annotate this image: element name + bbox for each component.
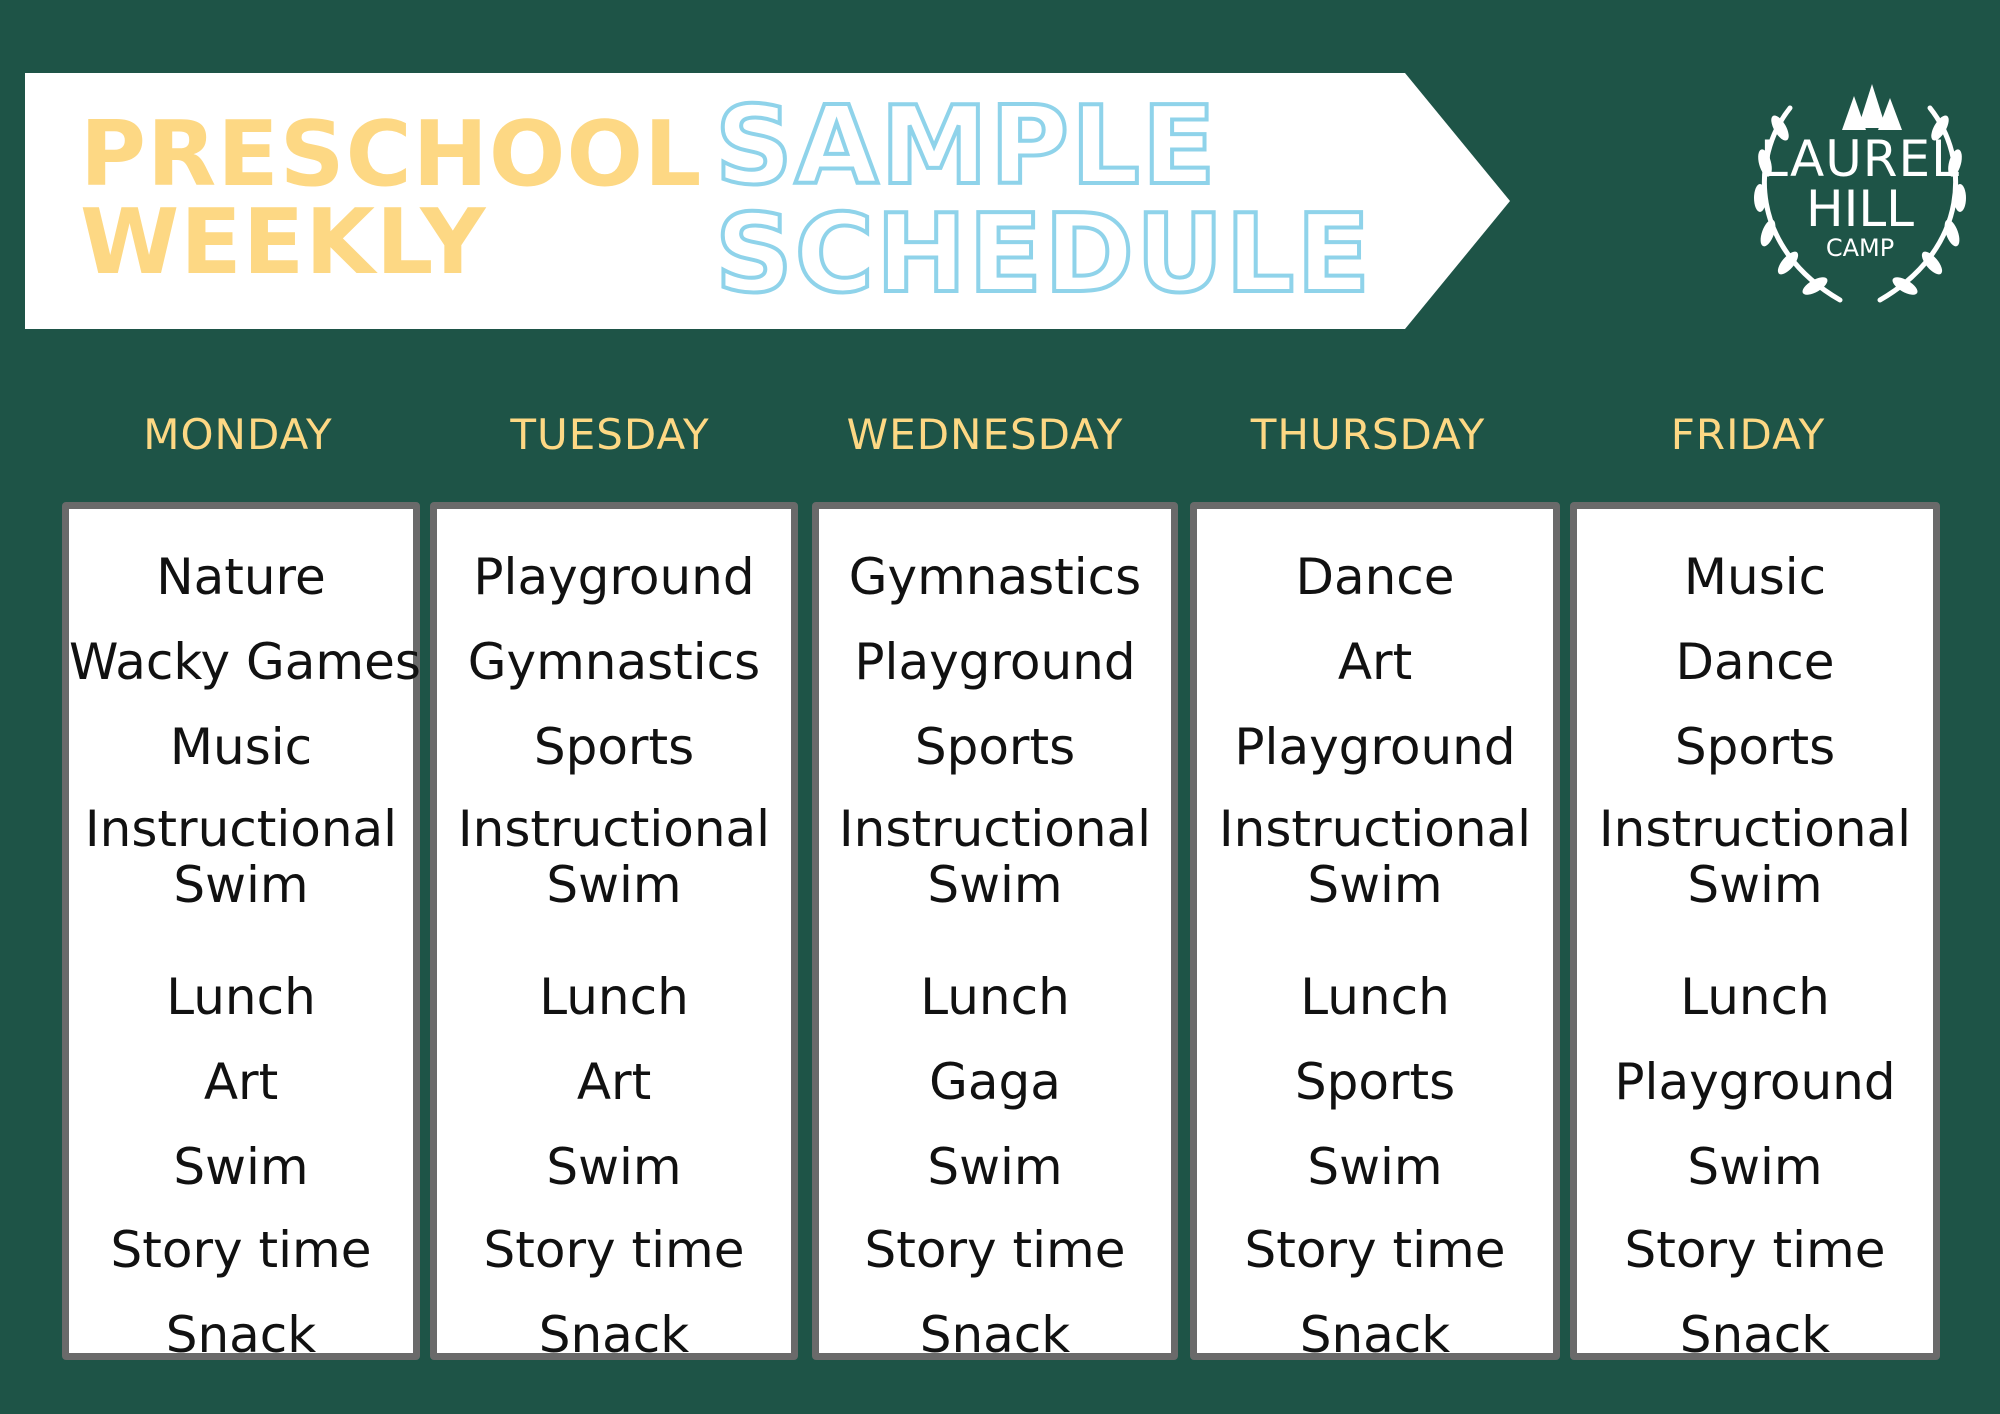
schedule-item: Art: [576, 1053, 652, 1111]
schedule-item: Gaga: [929, 1053, 1061, 1111]
schedule-item: Lunch: [1300, 968, 1450, 1026]
schedule-item: Instructional Swim: [457, 800, 771, 914]
logo-text-camp: CAMP: [1825, 234, 1895, 262]
schedule-item: Snack: [538, 1306, 690, 1364]
schedule-item: Story time: [483, 1221, 745, 1279]
day-header-friday: FRIDAY: [1670, 410, 1826, 459]
schedule-item: Music: [169, 718, 313, 776]
schedule-item: Lunch: [539, 968, 689, 1026]
schedule-item: Sports: [914, 718, 1076, 776]
schedule-column-friday: [1570, 502, 1940, 1364]
schedule-item: Instructional Swim: [1218, 800, 1532, 914]
schedule-item: Nature: [156, 548, 326, 606]
schedule-item: Swim: [1307, 1138, 1443, 1196]
schedule-item: Instructional Swim: [1598, 800, 1912, 914]
schedule-item: Gymnastics: [848, 548, 1142, 606]
schedule-item: Snack: [165, 1306, 317, 1364]
title-left-line-2: WEEKLY: [80, 190, 487, 295]
schedule-item: Snack: [1679, 1306, 1831, 1364]
schedule-item: Playground: [473, 548, 755, 606]
schedule-item: Story time: [1244, 1221, 1506, 1279]
title-right-line-1: SAMPLE: [715, 84, 1218, 209]
schedule-item: Story time: [864, 1221, 1126, 1279]
schedule-item: Story time: [110, 1221, 372, 1279]
title-sample-schedule: [715, 84, 1415, 317]
schedule-item: Sports: [1294, 1053, 1456, 1111]
schedule-item: Swim: [173, 1138, 309, 1196]
schedule-item: Lunch: [1680, 968, 1830, 1026]
schedule-item: Music: [1683, 548, 1827, 606]
schedule-item: Snack: [1299, 1306, 1451, 1364]
laurel-hill-camp-logo: [1730, 78, 1990, 318]
schedule-column-monday: [62, 502, 421, 1364]
schedule-column-thursday: [1190, 502, 1560, 1364]
schedule-item: Playground: [854, 633, 1136, 691]
schedule-item: Dance: [1675, 633, 1835, 691]
title-right-line-2: SCHEDULE: [715, 192, 1373, 317]
day-header-wednesday: WEDNESDAY: [846, 410, 1124, 459]
schedule-item: Story time: [1624, 1221, 1886, 1279]
schedule-column-tuesday: [430, 502, 798, 1364]
schedule-item: Sports: [533, 718, 695, 776]
schedule-item: Art: [1337, 633, 1413, 691]
title-banner: [25, 73, 1510, 329]
logo-text-laurel: LAUREL: [1760, 130, 1960, 188]
schedule-item: Playground: [1614, 1053, 1896, 1111]
schedule-item: Swim: [546, 1138, 682, 1196]
day-header-thursday: THURSDAY: [1250, 410, 1486, 459]
title-preschool-weekly: [80, 102, 703, 295]
schedule-item: Wacky Games: [69, 633, 421, 691]
schedule-item: Instructional Swim: [838, 800, 1152, 914]
schedule-column-wednesday: [812, 502, 1178, 1364]
schedule-item: Swim: [1687, 1138, 1823, 1196]
schedule-item: Sports: [1674, 718, 1836, 776]
logo-text-hill: HILL: [1805, 180, 1915, 238]
schedule-item: Snack: [919, 1306, 1071, 1364]
day-header-monday: MONDAY: [143, 410, 333, 459]
schedule-item: Swim: [927, 1138, 1063, 1196]
title-left-line-1: PRESCHOOL: [80, 102, 703, 207]
day-header-tuesday: TUESDAY: [510, 410, 710, 459]
schedule-item: Lunch: [920, 968, 1070, 1026]
schedule-item: Art: [203, 1053, 279, 1111]
schedule-item: Dance: [1295, 548, 1455, 606]
schedule-item: Lunch: [166, 968, 316, 1026]
schedule-item: Gymnastics: [467, 633, 761, 691]
schedule-item: Playground: [1234, 718, 1516, 776]
schedule-item: Instructional Swim: [84, 800, 398, 914]
